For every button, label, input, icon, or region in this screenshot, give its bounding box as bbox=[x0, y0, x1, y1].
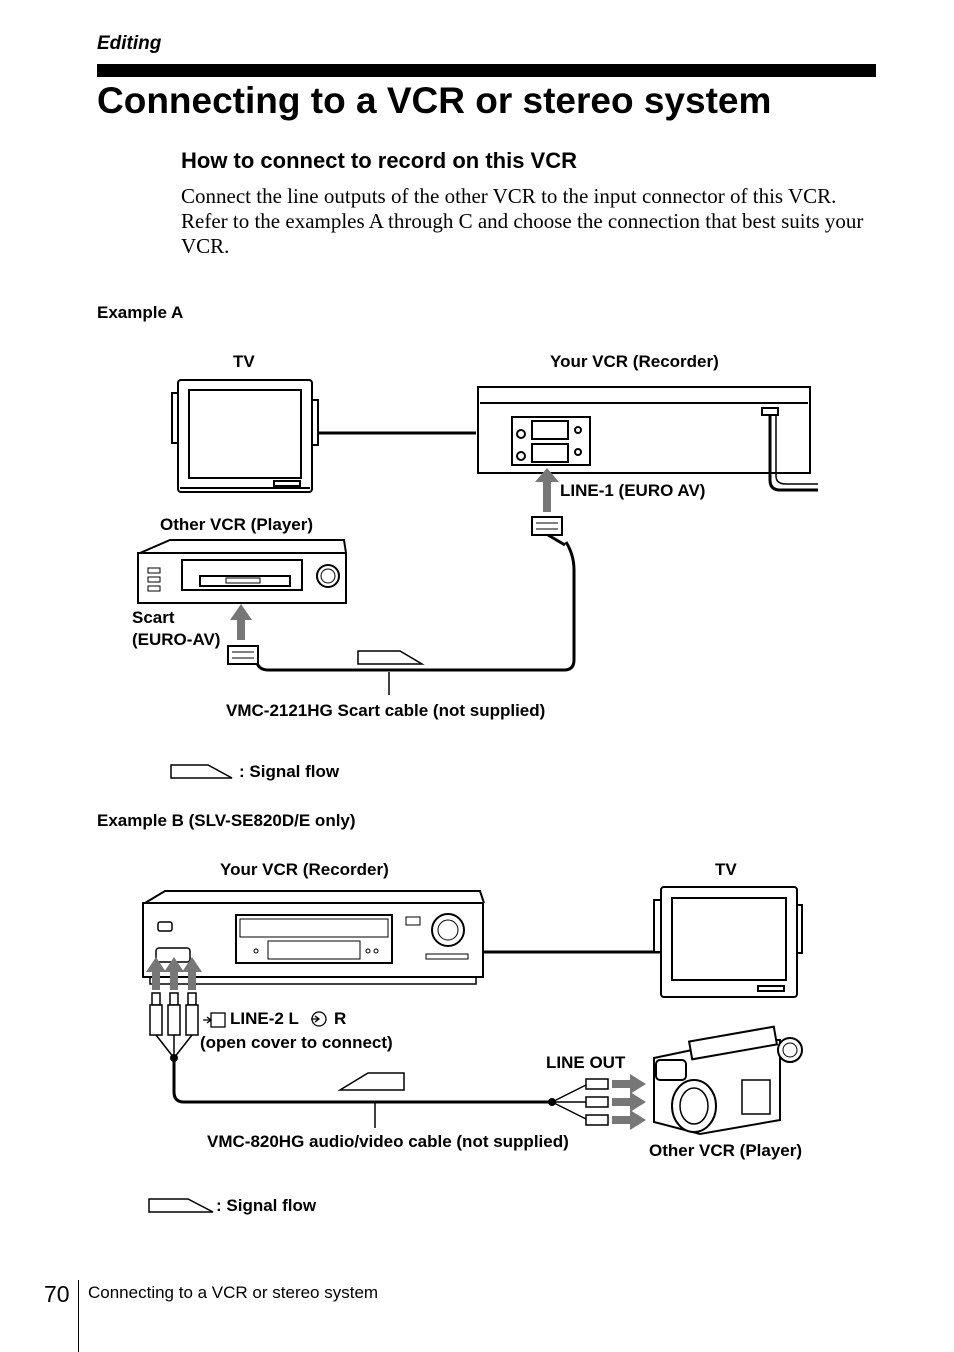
your-vcr-rear-icon bbox=[478, 387, 810, 473]
running-title: Connecting to a VCR or stereo system bbox=[88, 1283, 379, 1302]
scart-label: Scart bbox=[132, 608, 175, 627]
tv-b-icon bbox=[654, 887, 802, 997]
section-label: Editing bbox=[97, 33, 162, 54]
line2-r-label: R bbox=[334, 1009, 347, 1028]
tv-b-label: TV bbox=[715, 860, 737, 879]
input-jack-r-icon bbox=[311, 1012, 326, 1026]
signal-flow-a-icon bbox=[171, 765, 232, 778]
camcorder-icon bbox=[654, 1027, 802, 1134]
your-vcr-a-label: Your VCR (Recorder) bbox=[550, 352, 719, 371]
legend-b-label: : Signal flow bbox=[216, 1196, 317, 1215]
other-vcr-a-icon bbox=[138, 540, 346, 603]
cable-a-label: VMC-2121HG Scart cable (not supplied) bbox=[226, 701, 546, 720]
example-a-heading: Example A bbox=[97, 303, 184, 322]
signal-flow-b-icon bbox=[149, 1199, 213, 1212]
other-vcr-b-label: Other VCR (Player) bbox=[649, 1141, 803, 1160]
cable-b-label: VMC-820HG audio/video cable (not supplied) bbox=[207, 1132, 569, 1151]
page-title: Connecting to a VCR or stereo system bbox=[97, 80, 772, 121]
tv-a-icon bbox=[172, 380, 318, 492]
rca-plugs-camcorder-icon bbox=[586, 1079, 608, 1125]
legend-a-label: : Signal flow bbox=[239, 762, 340, 781]
example-b-heading: Example B (SLV-SE820D/E only) bbox=[97, 811, 356, 830]
line1-label: LINE-1 (EURO AV) bbox=[560, 481, 706, 500]
scart-plug-a-bottom-icon bbox=[228, 646, 258, 664]
line2-label: LINE-2 L bbox=[230, 1009, 299, 1028]
your-vcr-b-label: Your VCR (Recorder) bbox=[220, 860, 389, 879]
euro-av-label: (EURO-AV) bbox=[132, 630, 221, 649]
input-jack-icon bbox=[203, 1013, 225, 1027]
footer-divider bbox=[78, 1280, 79, 1352]
scart-plug-a-top-icon bbox=[532, 517, 565, 545]
line-out-label: LINE OUT bbox=[546, 1053, 626, 1072]
subheading: How to connect to record on this VCR bbox=[181, 148, 578, 173]
open-cover-label: (open cover to connect) bbox=[200, 1033, 393, 1052]
tv-a-label: TV bbox=[233, 352, 255, 371]
rca-plugs-vcr-icon bbox=[150, 993, 198, 1035]
page-number: 70 bbox=[44, 1281, 70, 1307]
other-vcr-a-label: Other VCR (Player) bbox=[160, 515, 314, 534]
body-paragraph: Connect the line outputs of the other VCR to the input connector of this VCR. Refer to the examples A through C and choose the connection that best suits your VCR. bbox=[181, 184, 864, 258]
